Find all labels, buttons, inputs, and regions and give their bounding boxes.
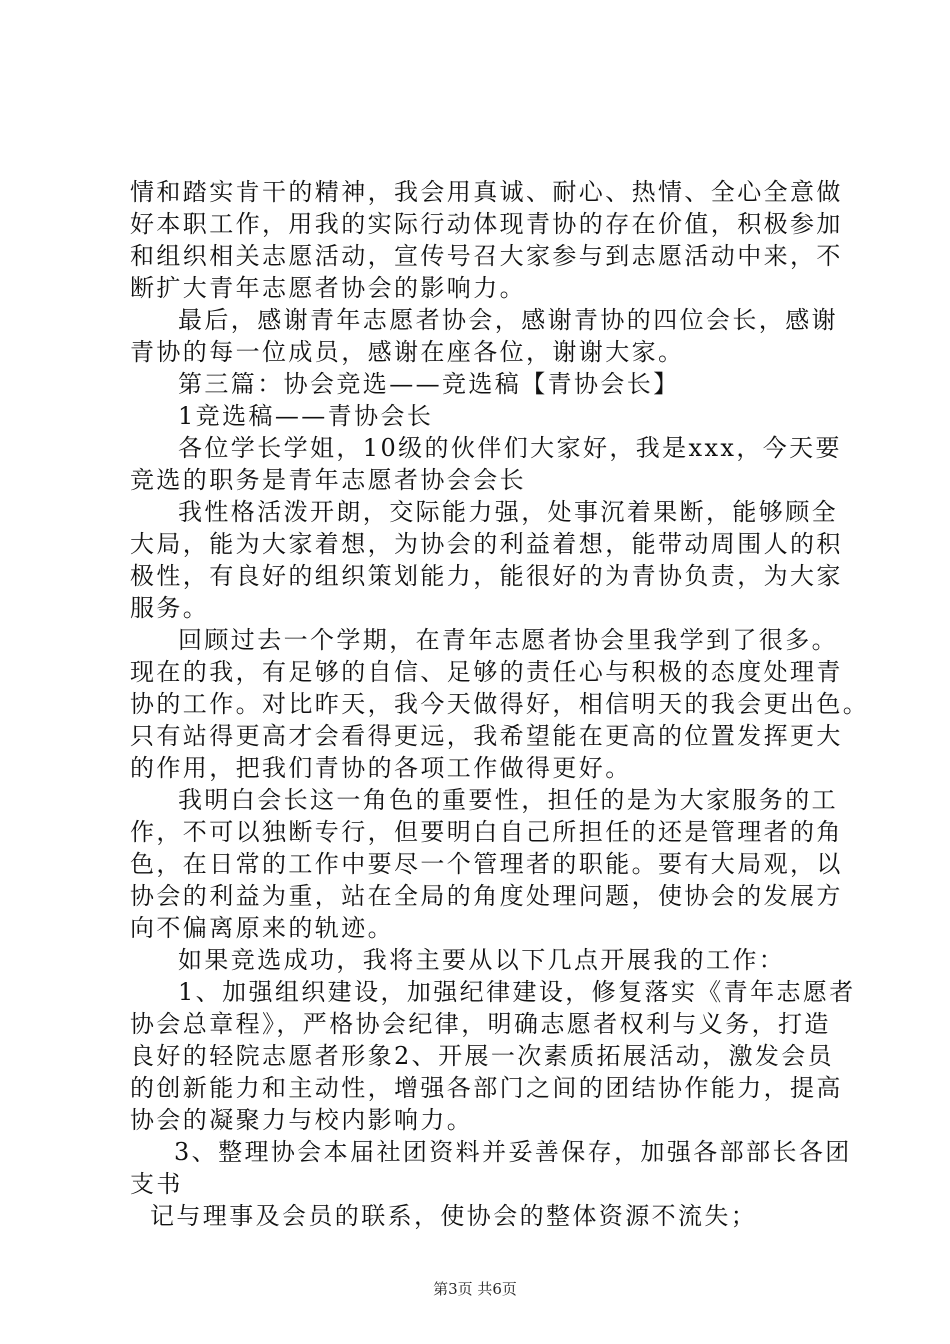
text-line: 的创新能力和主动性，增强各部门之间的团结协作能力，提高 [130, 1074, 843, 1102]
document-body [130, 176, 870, 1232]
text-line: 情和踏实肯干的精神，我会用真诚、耐心、热情、全心全意做 [130, 178, 843, 206]
text-line: 记与理事及会员的联系，使协会的整体资源不流失； [150, 1202, 758, 1230]
text-line: 好本职工作，用我的实际行动体现青协的存在价值，积极参加 [130, 210, 843, 238]
text-line: 协会的凝聚力与校内影响力。 [130, 1106, 474, 1134]
text-line: 服务。 [130, 594, 210, 622]
text-line: 大局，能为大家着想，为协会的利益着想，能带动周围人的积 [130, 530, 843, 558]
text-line: 和组织相关志愿活动，宣传号召大家参与到志愿活动中来，不 [130, 242, 843, 270]
text-line: 回顾过去一个学期，在青年志愿者协会里我学到了很多。 [178, 626, 838, 654]
section-heading: 第三篇：协会竞选——竞选稿【青协会长】 [178, 370, 680, 398]
text-line: 断扩大青年志愿者协会的影响力。 [130, 274, 526, 302]
text-line: 向不偏离原来的轨迹。 [130, 914, 394, 942]
text-line: 如果竞选成功，我将主要从以下几点开展我的工作： [178, 946, 786, 974]
text-line: 良好的轻院志愿者形象2、开展一次素质拓展活动，激发会员 [130, 1042, 835, 1070]
text-line: 我明白会长这一角色的重要性，担任的是为大家服务的工 [178, 786, 838, 814]
text-line: 只有站得更高才会看得更远，我希望能在更高的位置发挥更大 [130, 722, 843, 750]
section-subheading: 1竞选稿——青协会长 [178, 402, 434, 430]
text-line: 色，在日常的工作中要尽一个管理者的职能。要有大局观，以 [130, 850, 843, 878]
text-line: 协会的利益为重，站在全局的角度处理问题，使协会的发展方 [130, 882, 843, 910]
text-line: 支书 [130, 1170, 183, 1198]
text-line: 最后，感谢青年志愿者协会，感谢青协的四位会长，感谢 [178, 306, 838, 334]
text-line: 的作用，把我们青协的各项工作做得更好。 [130, 754, 632, 782]
text-line: 我性格活泼开朗，交际能力强，处事沉着果断，能够顾全 [178, 498, 838, 526]
text-line: 作，不可以独断专行，但要明白自己所担任的还是管理者的角 [130, 818, 843, 846]
text-line: 极性，有良好的组织策划能力，能很好的为青协负责，为大家 [130, 562, 843, 590]
text-line: 青协的每一位成员，感谢在座各位，谢谢大家。 [130, 338, 685, 366]
text-line: 现在的我，有足够的自信、足够的责任心与积极的态度处理青 [130, 658, 843, 686]
list-item: 1、加强组织建设，加强纪律建设，修复落实《青年志愿者 [178, 978, 856, 1006]
text-line: 协会总章程》，严格协会纪律，明确志愿者权利与义务，打造 [130, 1010, 831, 1038]
text-line: 竞选的职务是青年志愿者协会会长 [130, 466, 526, 494]
list-item: 3、整理协会本届社团资料并妥善保存，加强各部部长各团 [174, 1138, 852, 1166]
text-line: 各位学长学姐，10级的伙伴们大家好，我是xxx，今天要 [178, 434, 842, 462]
text-line: 协的工作。对比昨天，我今天做得好，相信明天的我会更出色。 [130, 690, 870, 718]
page-number-footer: 第3页 共6页 [433, 1280, 517, 1298]
